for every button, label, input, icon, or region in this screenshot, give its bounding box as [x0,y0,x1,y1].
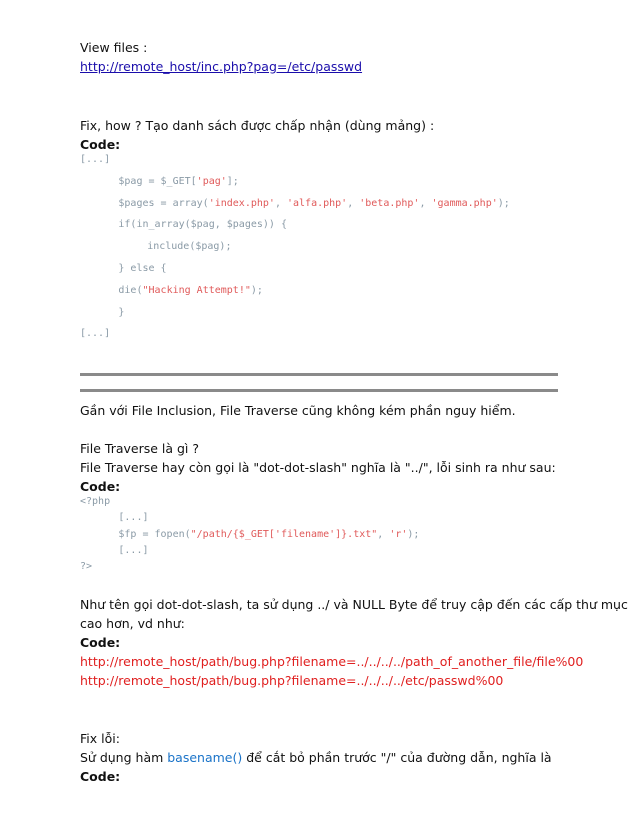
code-line: [...] [80,154,111,165]
code-line: $pag = $_GET['pag']; [118,175,239,187]
file-traverse-question: File Traverse là gì ? [80,441,200,456]
code-line: [...] [80,328,111,340]
fix-label: Fix lỗi: [80,731,120,746]
code-line: } else { [118,263,167,274]
code-line: $fp = fopen("/path/{$_GET['filename']}.txt", 'r'); [118,528,420,540]
basename-explanation [80,750,552,765]
code-line: } [118,306,125,318]
basename-text-pre: Sử dụng hàm [80,750,168,765]
passwd-url-link[interactable]: http://remote_host/inc.php?pag=/etc/passwd [80,59,363,74]
code-line: <?php [80,496,111,507]
code-label: Code: [80,769,121,784]
code-line: [...] [118,512,149,524]
fix-how-text: Fix, how ? Tạo danh sách được chấp nhận (dùng mảng) : [80,118,435,133]
view-files-label: View files : [80,40,148,55]
code-line: if(in_array($pag, $pages)) { [118,219,287,231]
separator-rule-top [80,373,558,376]
code-label: Code: [80,479,121,494]
file-traverse-intro: Gần với File Inclusion, File Traverse cũng không kém phần nguy hiểm. [80,403,516,418]
separator-rule-bottom [80,389,558,392]
code-label: Code: [80,635,121,650]
dot-dot-slash-text-line2: cao hơn, vd như: [80,616,185,631]
code-line: $pages = array('index.php', 'alfa.php', 'beta.php', 'gamma.php'); [118,197,510,209]
traverse-url-2: http://remote_host/path/bug.php?filename=../../../../etc/passwd%00 [80,673,504,688]
code-line: [...] [118,544,149,556]
basename-function: basename() [167,750,243,765]
code-label: Code: [80,137,121,152]
basename-text-post: để cắt bỏ phần trước "/" của đường dẫn, nghĩa là [242,750,552,765]
code-line: include($pag); [147,241,232,253]
dot-dot-slash-text-line1: Như tên gọi dot-dot-slash, ta sử dụng ../ và NULL Byte để truy cập đến các cấp thư mục [80,597,628,612]
traverse-url-1: http://remote_host/path/bug.php?filename=../../../../path_of_another_file/file%00 [80,654,584,669]
file-traverse-description: File Traverse hay còn gọi là "dot-dot-slash" nghĩa là "../", lỗi sinh ra như sau: [80,460,556,475]
code-line: die("Hacking Attempt!"); [118,284,263,296]
code-line: ?> [80,561,93,573]
